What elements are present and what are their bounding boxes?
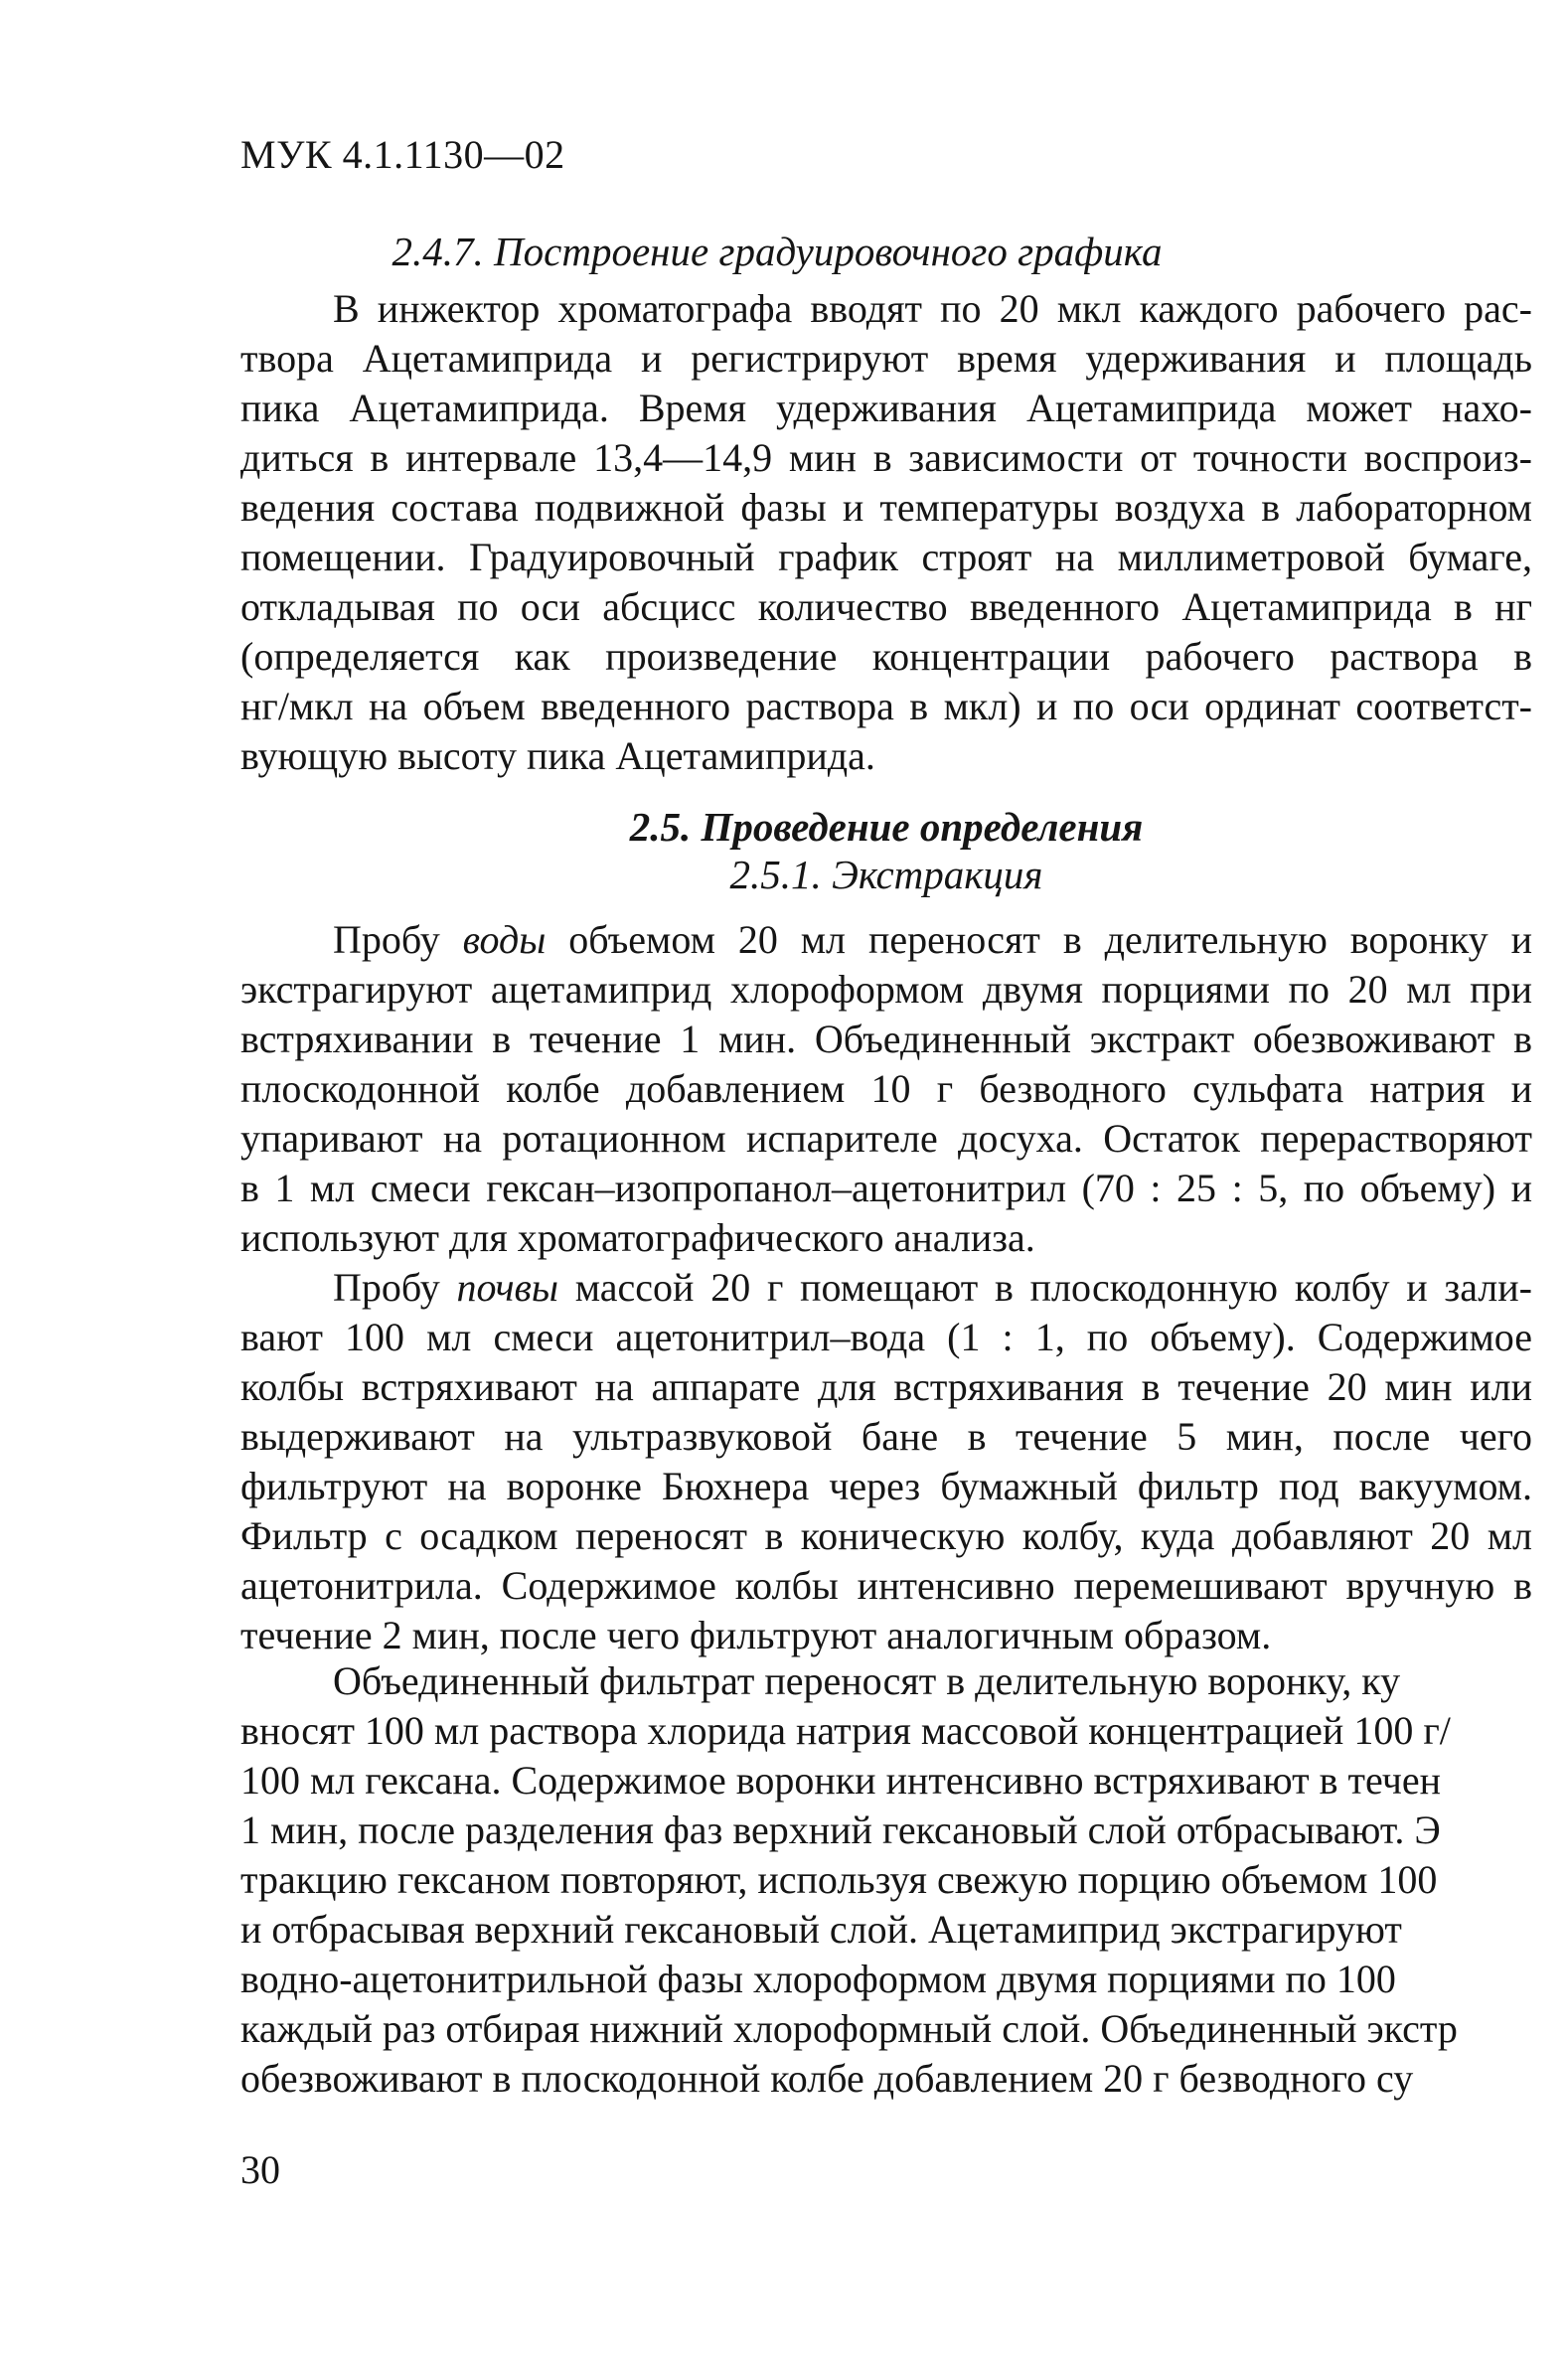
paragraph-line: (определяется как произведение концентрации рабочего раствора в: [240, 634, 1532, 679]
section-2-4-7: [240, 227, 1532, 276]
paragraph-line: В инжектор хроматографа вводят по 20 мкл каждого рабочего рас-: [333, 286, 1532, 331]
paragraph-line: помещении. Градуировочный график строят на миллиметровой бумаге,: [240, 535, 1532, 579]
paragraph-line: диться в интервале 13,4—14,9 мин в зависимости от точности воспроиз-: [240, 435, 1532, 480]
section-2-5-title: 2.5. Проведение определения: [629, 804, 1144, 850]
paragraph-line: течение 2 мин, после чего фильтруют аналогичным образом.: [240, 1613, 1272, 1657]
paragraph-soil-sample: [240, 1263, 1532, 1660]
paragraph-text: Пробу: [333, 1265, 457, 1310]
paragraph-line: в 1 мл смеси гексан–изопропанол–ацетонитрил (70 : 25 : 5, по объему) и: [240, 1166, 1532, 1210]
paragraph-line: откладывая по оси абсцисс количество введенного Ацетамиприда в нг: [240, 584, 1532, 629]
document-code-header: МУК 4.1.1130—02: [240, 132, 565, 177]
paragraph-line: фильтруют на воронке Бюхнера через бумажный фильтр под вакуумом.: [240, 1464, 1532, 1508]
paragraph-line: и отбрасывая верхний гексановый слой. Ацетамиприд экстрагируют: [240, 1907, 1402, 1952]
paragraph-line: обезвоживают в плоскодонной колбе добавлением 20 г безводного су: [240, 2056, 1414, 2101]
paragraph-line: Объединенный фильтрат переносят в делительную воронку, ку: [333, 1658, 1401, 1703]
paragraph-filtrate: [240, 1656, 1502, 2104]
paragraph-line: [240, 1263, 1532, 1313]
paragraph-line: вующую высоту пика Ацетамиприда.: [240, 733, 875, 778]
paragraph-text: объемом 20 мл переносят в делительную воронку и: [546, 917, 1532, 962]
section-2-5-1-subtitle: 2.5.1. Экстракция: [729, 852, 1043, 897]
section-2-4-7-title: 2.4.7. Построение градуировочного графика: [392, 229, 1163, 274]
paragraph-line: экстрагируют ацетамиприд хлороформом двумя порциями по 20 мл при: [240, 967, 1532, 1012]
paragraph-line: ведения состава подвижной фазы и температуры воздуха в лабораторном: [240, 485, 1532, 530]
paragraph-line: твора Ацетамиприда и регистрируют время удерживания и площадь: [240, 336, 1532, 381]
paragraph-line: нг/мкл на объем введенного раствора в мкл) и по оси ординат соответст-: [240, 684, 1532, 728]
paragraph-line: 100 мл гексана. Содержимое воронки интенсивно встряхивают в течен: [240, 1758, 1442, 1803]
emphasis-text: воды: [462, 917, 547, 962]
paragraph-line: водно-ацетонитрильной фазы хлороформом двумя порциями по 100: [240, 1957, 1396, 2001]
paragraph-line: выдерживают на ультразвуковой бане в течение 5 мин, после чего: [240, 1414, 1532, 1459]
paragraph-line: плоскодонной колбе добавлением 10 г безводного сульфата натрия и: [240, 1066, 1532, 1111]
section-2-5: [240, 803, 1532, 898]
paragraph-line: 1 мин, после разделения фаз верхний гексановый слой отбрасывают. Э: [240, 1807, 1441, 1852]
section-2-4-7-body: [240, 284, 1532, 781]
paragraph-line: пика Ацетамиприда. Время удерживания Ацетамиприда может нахо-: [240, 386, 1532, 430]
paragraph-text: Пробу: [333, 917, 463, 962]
paragraph-line: вносят 100 мл раствора хлорида натрия массовой концентрацией 100 г/: [240, 1708, 1451, 1753]
paragraph-line: вают 100 мл смеси ацетонитрил–вода (1 : 1, по объему). Содержимое: [240, 1315, 1532, 1359]
paragraph-line: [240, 915, 1532, 965]
paragraph-line: ацетонитрила. Содержимое колбы интенсивно перемешивают вручную в: [240, 1563, 1532, 1608]
paragraph-line: встряхивании в течение 1 мин. Объединенный экстракт обезвоживают в: [240, 1017, 1532, 1061]
paragraph-line: упаривают на ротационном испарителе досуха. Остаток перерастворяют: [240, 1116, 1532, 1161]
page-number: 30: [240, 2147, 280, 2192]
paragraph-line: колбы встряхивают на аппарате для встряхивания в течение 20 мин или: [240, 1364, 1532, 1409]
paragraph-line: тракцию гексаном повторяют, используя свежую порцию объемом 100: [240, 1857, 1438, 1902]
paragraph-text: массой 20 г помещают в плоскодонную колбу и зали-: [557, 1265, 1532, 1310]
emphasis-text: почвы: [456, 1265, 558, 1310]
paragraph-water-sample: [240, 915, 1532, 1263]
paragraph-line: Фильтр с осадком переносят в коническую колбу, куда добавляют 20 мл: [240, 1513, 1532, 1558]
paragraph-line: используют для хроматографического анализа.: [240, 1215, 1035, 1260]
paragraph-line: каждый раз отбирая нижний хлороформный слой. Объединенный экстр: [240, 2006, 1458, 2051]
